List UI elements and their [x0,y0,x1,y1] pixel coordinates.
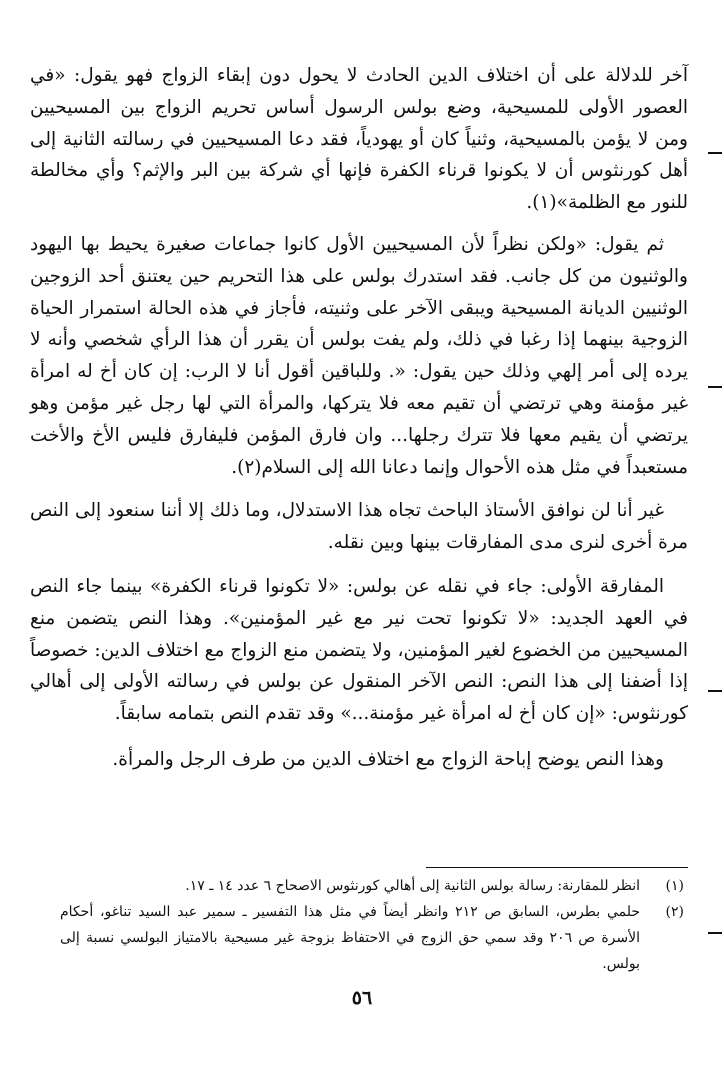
scan-edge-mark [708,690,722,692]
footnote-1 [60,873,684,899]
paragraph-3: غير أنا لن نوافق الأستاذ الباحث تجاه هذا الاستدلال، وما ذلك إلا أننا سنعود إلى النص مرة أخرى لنرى مدى المفارقات بينها وبين نقله. [30,500,688,554]
footnote-2 [60,899,684,977]
page-body [30,60,688,776]
page-number: ٥٦ [351,987,373,1009]
footnote-divider [426,867,688,868]
scan-edge-mark [708,386,722,388]
footnote-text: حلمي بطرس، السابق ص ٢١٢ وانظر أيضاً في مثل هذا التفسير ـ سمير عبد السيد تناغو، أحكام الأسرة ص ٢٠٦ وقد سمي حق الزوج في الاحتفاظ بزوجة غير مسيحية بالامتياز البولسي نسبة إلى بولس. [60,904,640,972]
paragraph-2: ثم يقول: «ولكن نظراً لأن المسيحيين الأول كانوا جماعات صغيرة يحيط بها اليهود والوثنيون من كل جانب. فقد استدرك بولس على هذا التحريم حين يعتنق أحد الزوجين الوثنيين الديانة المسيحية ويبقى الآخر على وثنيته، فأجاز في هذه الحالة استمرار الحياة الزوجية بينهما إذا رغبا في ذلك، ولم يفت بولس أن يقرر أن هذا الرأي شخصي وأنه لا يرده إلى أمر إلهي وذلك حين يقول: «. وللباقين أقول أنا لا الرب: إن كان أخ له امرأة غير مؤمنة وهي ترتضي أن تقيم معه فلا يتركها، والمرأة التي لها رجل غير مؤمن وهو يرتضي أن يقيم معها فلا تترك رجلها... وان فارق المؤمن فليفارق فليس الأخ والأخت مستعبداً في مثل هذه الأحوال وإنما دعانا الله إلى السلام(٢). [30,233,688,478]
scan-edge-mark [708,932,722,934]
footnotes [60,873,684,977]
footnote-number: (٢) [665,904,684,920]
footnote-text: انظر للمقارنة: رسالة بولس الثانية إلى أهالي كورنثوس الاصحاح ٦ عدد ١٤ ـ ١٧. [185,878,640,894]
scan-edge-mark [708,152,722,154]
footnote-number: (١) [665,878,684,894]
paragraph-1: آخر للدلالة على أن اختلاف الدين الحادث لا يحول دون إبقاء الزواج فهو يقول: «في العصور الأولى للمسيحية، وضع بولس الرسول أساس تحريم الزواج بين المسيحيين ومن لا يؤمن بالمسيحية، وثنياً كان أو يهودياً، فقد دعا المسيحيين في رسالته الثانية إلى أهل كورنثوس أن لا يكونوا قرناء الكفرة فإنها أي شركة بين البر والإثم؟ وأي مخالطة للنور مع الظلمة»(١). [30,65,688,214]
paragraph-4: المفارقة الأولى: جاء في نقله عن بولس: «لا تكونوا قرناء الكفرة» بينما جاء النص في العهد الجديد: «لا تكونوا تحت نير مع غير المؤمنين». وهذا النص يتضمن منع المسيحيين من الخضوع لغير المؤمنين، ولا يتضمن منع الزواج مع اختلاف الدين: خصوصاً إذا أضفنا إلى هذا النص: النص الآخر المنقول عن بولس في رسالته الأولى إلى أهالي كورنثوس: «إن كان أخ له امرأة غير مؤمنة...» وقد تقدم النص بتمامه سابقاً. [30,575,688,725]
paragraph-5: وهذا النص يوضح إباحة الزواج مع اختلاف الدين من طرف الرجل والمرأة. [112,748,664,770]
